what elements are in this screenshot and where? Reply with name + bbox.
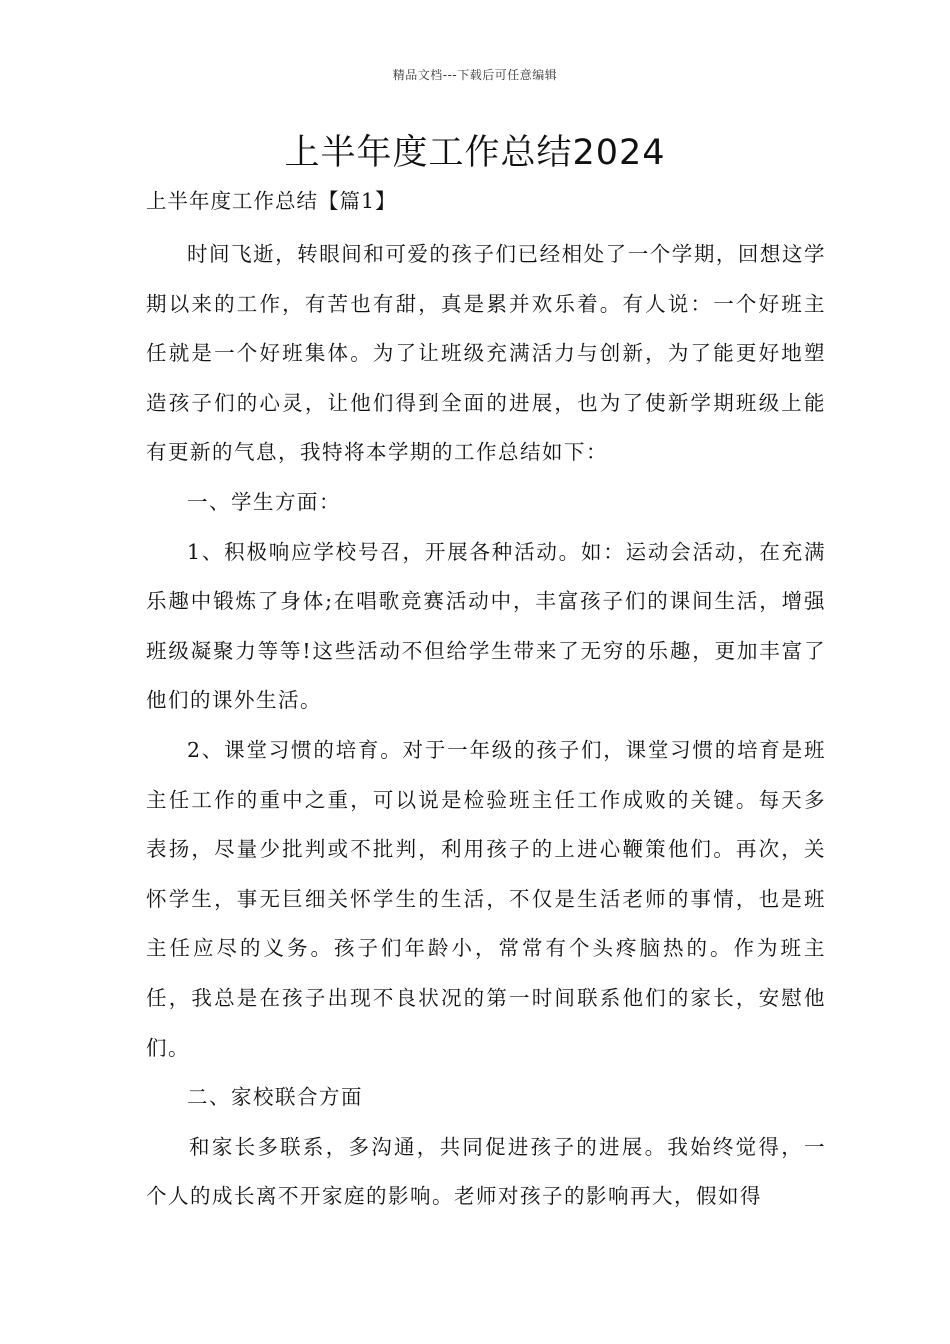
- paragraph-parents: 和家长多联系，多沟通，共同促进孩子的进展。我始终觉得，一个人的成长离不开家庭的影响。老师对孩子的影响再大，假如得: [146, 1134, 826, 1209]
- heading-home-school: 二、家校联合方面: [187, 1085, 363, 1110]
- body-text: [146, 230, 826, 1222]
- section-subtitle: 上半年度工作总结【篇1】: [146, 189, 397, 213]
- paragraph-activities: 1、积极响应学校号召，开展各种活动。如：运动会活动，在充满乐趣中锻炼了身体;在唱歌竞赛活动中，丰富孩子们的课间生活，增强班级凝聚力等等!这些活动不但给学生带来了无穷的乐趣，更加丰富了他们的课外生活。: [146, 539, 826, 713]
- paragraph-intro: 时间飞逝，转眼间和可爱的孩子们已经相处了一个学期，回想这学期以来的工作，有苦也有甜，真是累并欢乐着。有人说：一个好班主任就是一个好班集体。为了让班级充满活力与创新，为了能更好地塑造孩子们的心灵，让他们得到全面的进展，也为了使新学期班级上能有更新的气息，我特将本学期的工作总结如下：: [146, 242, 826, 465]
- document-title: 上半年度工作总结2024: [284, 133, 666, 173]
- heading-students: 一、学生方面：: [187, 489, 341, 514]
- header-note: 精品文档---下载后可任意编辑: [392, 68, 558, 82]
- paragraph-classroom-habits: 2、课堂习惯的培育。对于一年级的孩子们，课堂习惯的培育是班主任工作的重中之重，可以说是检验班主任工作成败的关键。每天多表扬，尽量少批判或不批判，利用孩子的上进心鞭策他们。再次，关怀学生，事无巨细关怀学生的生活，不仅是生活老师的事情，也是班主任应尽的义务。孩子们年龄小，常常有个头疼脑热的。作为班主任，我总是在孩子出现不良状况的第一时间联系他们的家长，安慰他们。: [146, 737, 826, 1060]
